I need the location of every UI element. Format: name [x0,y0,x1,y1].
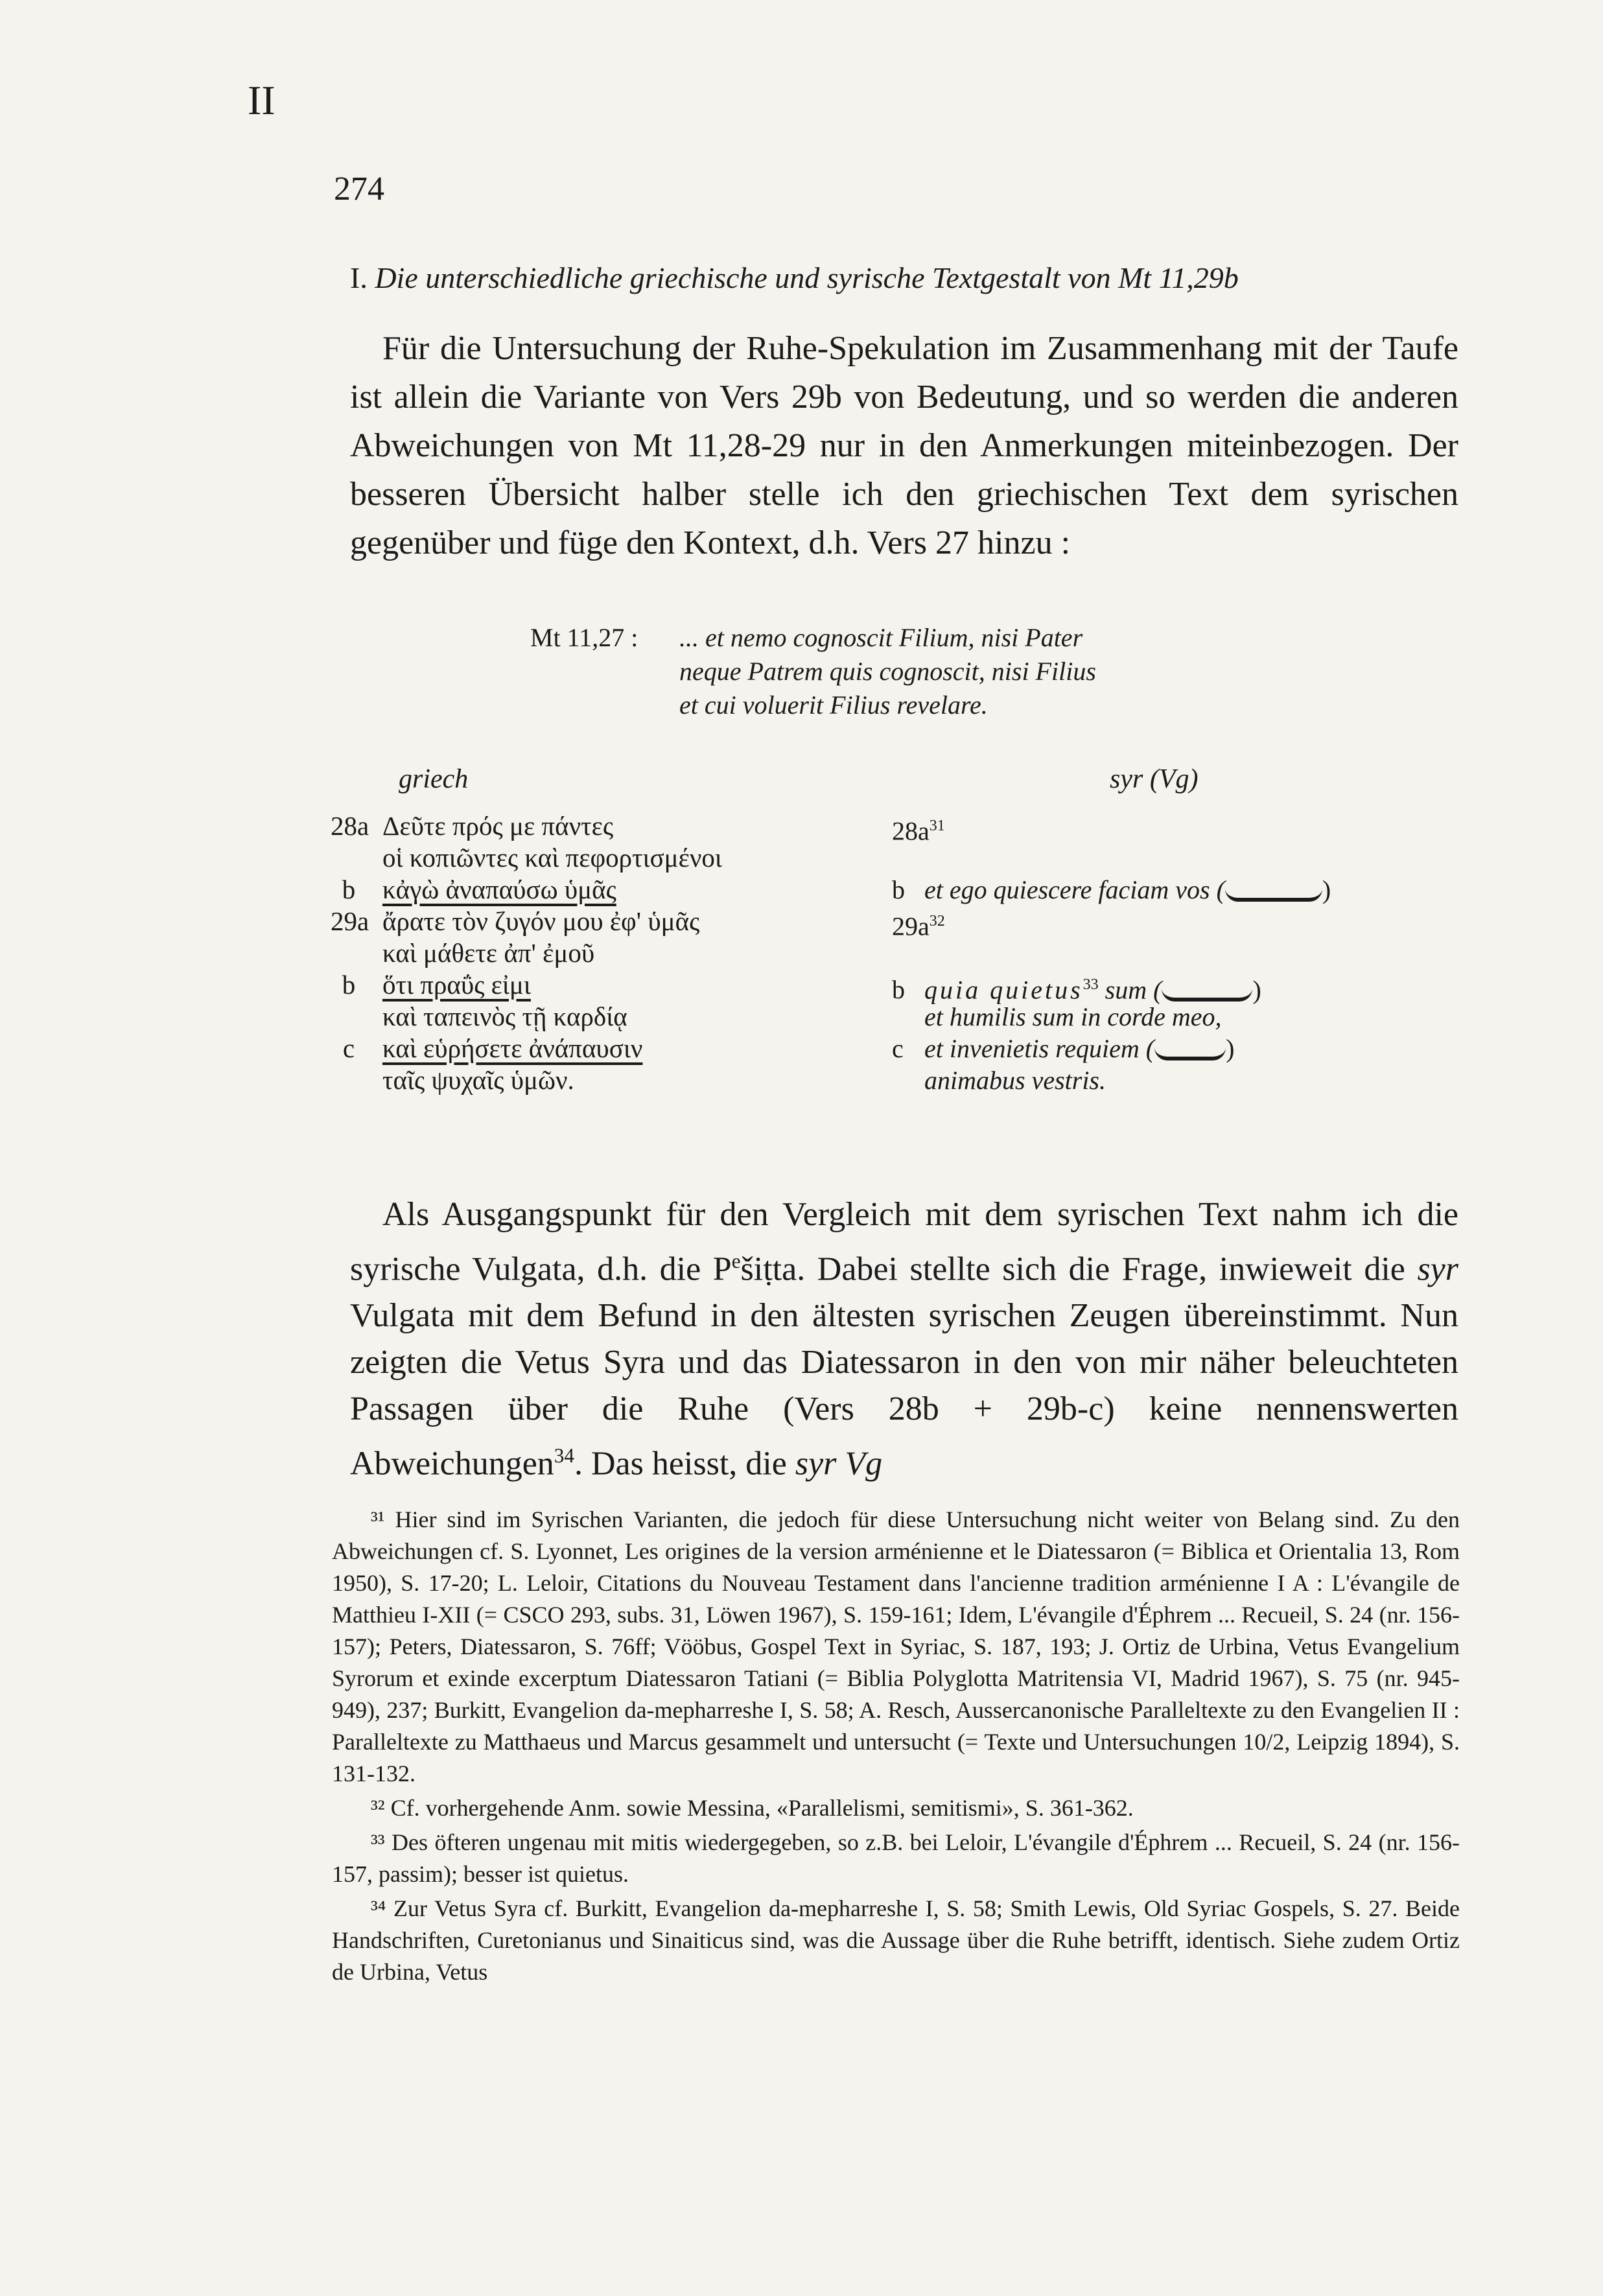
latin-text: et humilis sum in corde meo, [924,1002,1222,1031]
greek-text: καὶ ταπεινὸς τῇ καρδίᾳ [382,1002,627,1031]
syriac-script-icon [1162,983,1252,1002]
page-number: 274 [334,170,384,207]
syr-row [892,874,1462,906]
greek-text: οἱ κοπιῶντες καὶ πεφορτισμένοι [382,843,722,873]
chapter-numeral: II [248,77,275,123]
footnote-ref: 33 [1082,976,1099,993]
footnote-ref: 34 [554,1444,574,1468]
verse-label: c [892,1034,904,1063]
greek-text: ἄρατε τὸν ζυγόν μου ἐφ' ὑμᾶς [382,906,700,936]
footnote-33: ³³ Des öfteren ungenau mit mitis wiedergegeben, so z.B. bei Leloir, L'évangile d'Éphrem ... Recueil, S. 24 (nr. 156-157, passim); besser ist quietus. [332,1829,1460,1887]
syr-row [892,810,1462,846]
verse-label: b [342,874,356,904]
greek-text: καὶ εὑρήσετε ἀνάπαυσιν [382,1033,643,1063]
verse-label: b [342,970,356,1000]
syriac-script-icon [1154,1042,1226,1060]
greek-row [331,874,901,906]
intro-paragraph [350,324,1458,567]
greek-text: Δεῦτε πρός με πάντες [382,811,614,841]
quote-ref: Mt 11,27 : [530,623,638,652]
verse-label: c [342,1033,355,1063]
latin-text: et invenietis requiem ( [924,1034,1155,1063]
syr-row [892,842,1462,874]
syriac-script-icon [1225,884,1322,902]
greek-column [331,810,901,1096]
footnote-31: ³¹ Hier sind im Syrischen Varianten, die jedoch für diese Untersuchung nicht weiter von Belang sind. Zu den Abweichungen cf. S. Lyonnet, Les origines de la version arménienne et le Diatessaron (= Biblica et Orientalia 13, Rom 1950), S. 17-20; L. Leloir, Citations du Nouveau Testament dans l'ancienne tradition arménienne I A : L'évangile de Matthieu I-XII (= CSCO 293, subs. 31, Löwen 1967), S. 159-161; Idem, L'évangile d'Éphrem ... Recueil, S. 24 (nr. 156-157); Peters, Diatessaron, S. 76ff; Vööbus, Gospel Text in Syriac, S. 187, 193; J. Ortiz de Urbina, Vetus Evangelium Syrorum et exinde excerptum Diatessaron Tatiani (= Biblia Polyglotta Matritensia VI, Madrid 1967), S. 75 (nr. 945-949), 237; Burkitt, Evangelion da-mepharreshe I, S. 58; A. Resch, Aussercanonische Paralleltexte zu den Evangelien II : Paralleltexte zu Matthaeus und Marcus gesammelt und untersucht (= Texte und Untersuchungen 10/2, Leipzig 1894), S. 131-132. [332,1506,1460,1786]
verse-label: 28a [892,816,930,846]
greek-row [331,937,901,969]
syr-row [892,1001,1462,1033]
greek-row [331,969,901,1001]
verse-label: 29a [892,911,930,941]
quote-line-1: ... et nemo cognoscit Filium, nisi Pater [679,623,1083,652]
verse-label: 29a [331,906,369,936]
syr-row [892,969,1462,1005]
verse-label: b [892,875,905,904]
paren: ) [1252,975,1261,1005]
paren: ) [1226,1034,1235,1063]
greek-row [331,1064,901,1096]
verse-label: 28a [331,811,369,841]
body-paragraph [350,1191,1458,1488]
latin-text: animabus vestris. [924,1066,1106,1095]
greek-text: ὅτι πραΰς εἰμι [382,970,531,1000]
greek-row [331,1033,901,1064]
syr-row [892,937,1462,969]
section-heading [350,261,1452,295]
greek-row [331,810,901,842]
greek-row [331,842,901,874]
greek-column-head: griech [399,764,469,794]
heading-text: Die unterschiedliche griechische und syrische Textgestalt von Mt 11,29b [375,261,1239,294]
footnote-ref: 32 [929,913,945,930]
syr-row [892,1064,1462,1096]
quote-line-3: et cui voluerit Filius revelare. [679,690,988,720]
footnote-ref: 31 [929,817,945,834]
syr-row [892,1033,1462,1064]
paren: ) [1322,875,1331,904]
quote-line-2: neque Patrem quis cognoscit, nisi Filius [679,657,1096,686]
latin-quote [530,621,1096,722]
greek-text: κἀγὼ ἀναπαύσω ὑμᾶς [382,874,616,904]
greek-row [331,1001,901,1033]
latin-text: quia quietus [924,975,1083,1005]
greek-row [331,906,901,937]
syr-row [892,906,1462,941]
footnotes [332,1504,1460,1991]
body-text: Als Ausgangspunkt für den Vergleich mit dem syrischen Text nahm ich die syrische Vulgata, d.h. die $P^ešiṭta$. Dabei stellte sich die Frage, inwieweit die syr Vulgata mit dem Befund in den ältesten syrischen Zeugen übereinstimmt. Nun zeigten die Vetus Syra und das Diatessaron in den von mir näher beleuchteten Passagen über die Ruhe (Vers 28b + 29b-c) keine nennenswerten Abweichungen$^{34}$. Das heisst, die syr Vg [350,1196,1458,1482]
syr-column-head: syr (Vg) [1110,764,1199,794]
greek-text: ταῖς ψυχαῖς ὑμῶν. [382,1065,574,1095]
syriac-latin-column [892,810,1462,1096]
latin-text: et ego quiescere faciam vos ( [924,875,1225,904]
intro-text: Für die Untersuchung der Ruhe-Spekulation im Zusammenhang mit der Taufe ist allein die Variante von Vers 29b von Bedeutung, und so werden die anderen Abweichungen von Mt 11,28-29 nur in den Anmerkungen miteinbezogen. Der besseren Übersicht halber stelle ich den griechischen Text dem syrischen gegenüber und füge den Kontext, d.h. Vers 27 hinzu : [350,330,1458,561]
greek-text: καὶ μάθετε ἀπ' ἐμοῦ [382,938,595,968]
footnote-32: ³² Cf. vorhergehende Anm. sowie Messina, «Parallelismi, semitismi», S. 361-362. [371,1795,1134,1821]
latin-text: sum ( [1098,975,1162,1005]
heading-number: I. [350,261,368,294]
verse-label: b [892,975,905,1005]
footnote-34: ³⁴ Zur Vetus Syra cf. Burkitt, Evangelion da-mepharreshe I, S. 58; Smith Lewis, Old Syriac Gospels, S. 27. Beide Handschriften, Curetonianus und Sinaiticus sind, was die Aussage über die Ruhe betrifft, identisch. Siehe zudem Ortiz de Urbina, Vetus [332,1895,1460,1985]
